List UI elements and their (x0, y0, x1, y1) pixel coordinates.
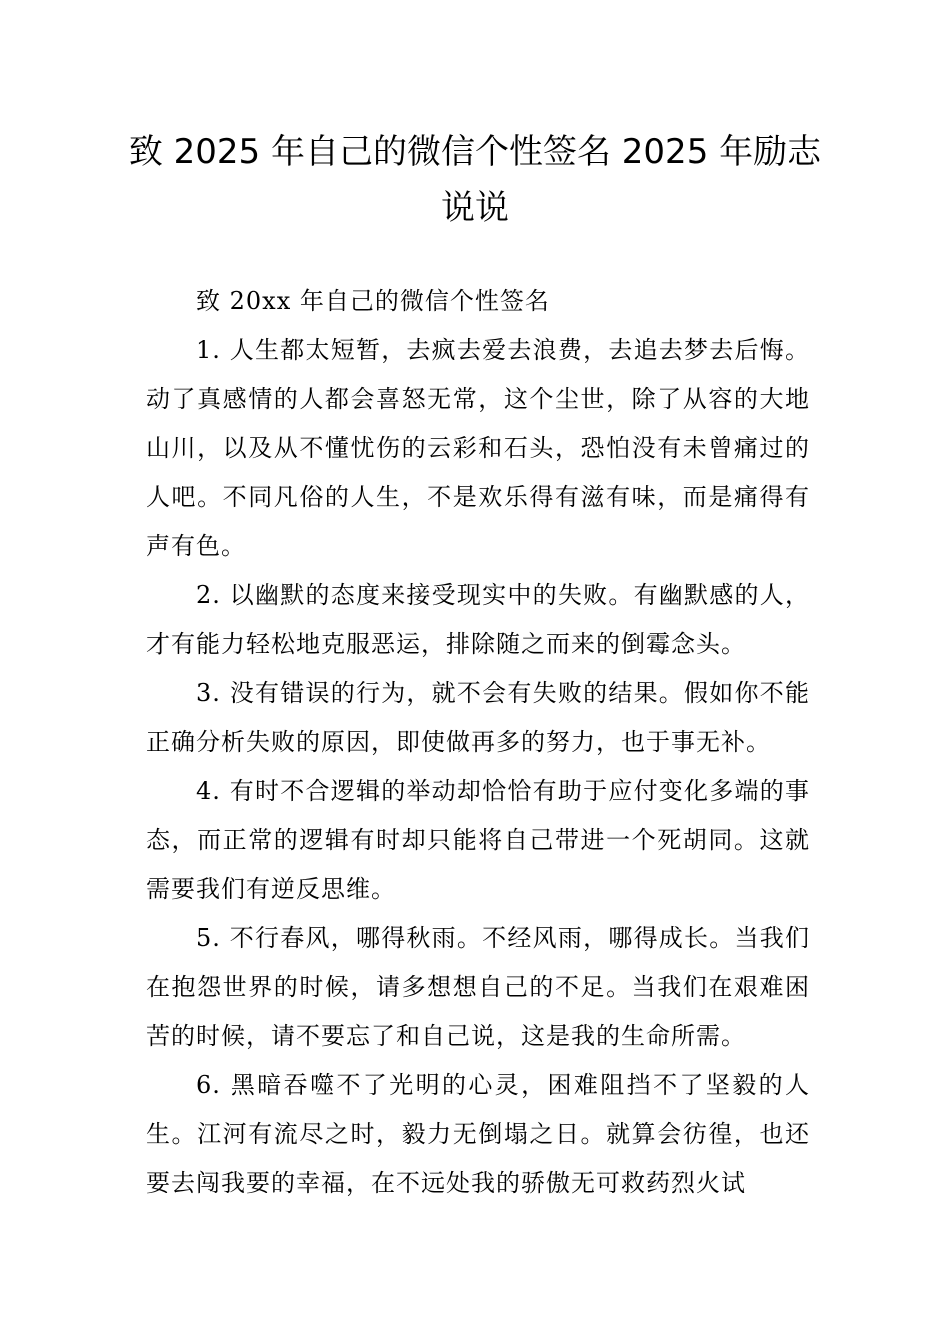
list-item: 5. 不行春风，哪得秋雨。不经风雨，哪得成长。当我们在抱怨世界的时候，请多想想自己的不足。当我们在艰难困苦的时候，请不要忘了和自己说，这是我的生命所需。 (146, 924, 810, 1050)
list-item: 3. 没有错误的行为，就不会有失败的结果。假如你不能正确分析失败的原因，即使做再多的努力，也于事无补。 (146, 679, 810, 756)
list-item: 4. 有时不合逻辑的举动却恰恰有助于应付变化多端的事态，而正常的逻辑有时却只能将自己带进一个死胡同。这就需要我们有逆反思维。 (146, 777, 810, 903)
document-body (146, 277, 810, 1208)
list-item: 6. 黑暗吞噬不了光明的心灵，困难阻挡不了坚毅的人生。江河有流尽之时，毅力无倒塌之日。就算会彷徨，也还要去闯我要的幸福，在不远处我的骄傲无可救药烈火试 (146, 1071, 810, 1197)
list-item: 1. 人生都太短暂，去疯去爱去浪费，去追去梦去后悔。动了真感情的人都会喜怒无常，这个尘世，除了从容的大地山川，以及从不懂忧伤的云彩和石头，恐怕没有未曾痛过的人吧。不同凡俗的人生，不是欢乐得有滋有味，而是痛得有声有色。 (146, 336, 810, 560)
document-title: 致 2025 年自己的微信个性签名 2025 年励志说说 (128, 132, 822, 228)
list-item: 2. 以幽默的态度来接受现实中的失败。有幽默感的人，才有能力轻松地克服恶运，排除随之而来的倒霉念头。 (146, 581, 810, 658)
section-heading: 致 20xx 年自己的微信个性签名 (196, 287, 550, 315)
